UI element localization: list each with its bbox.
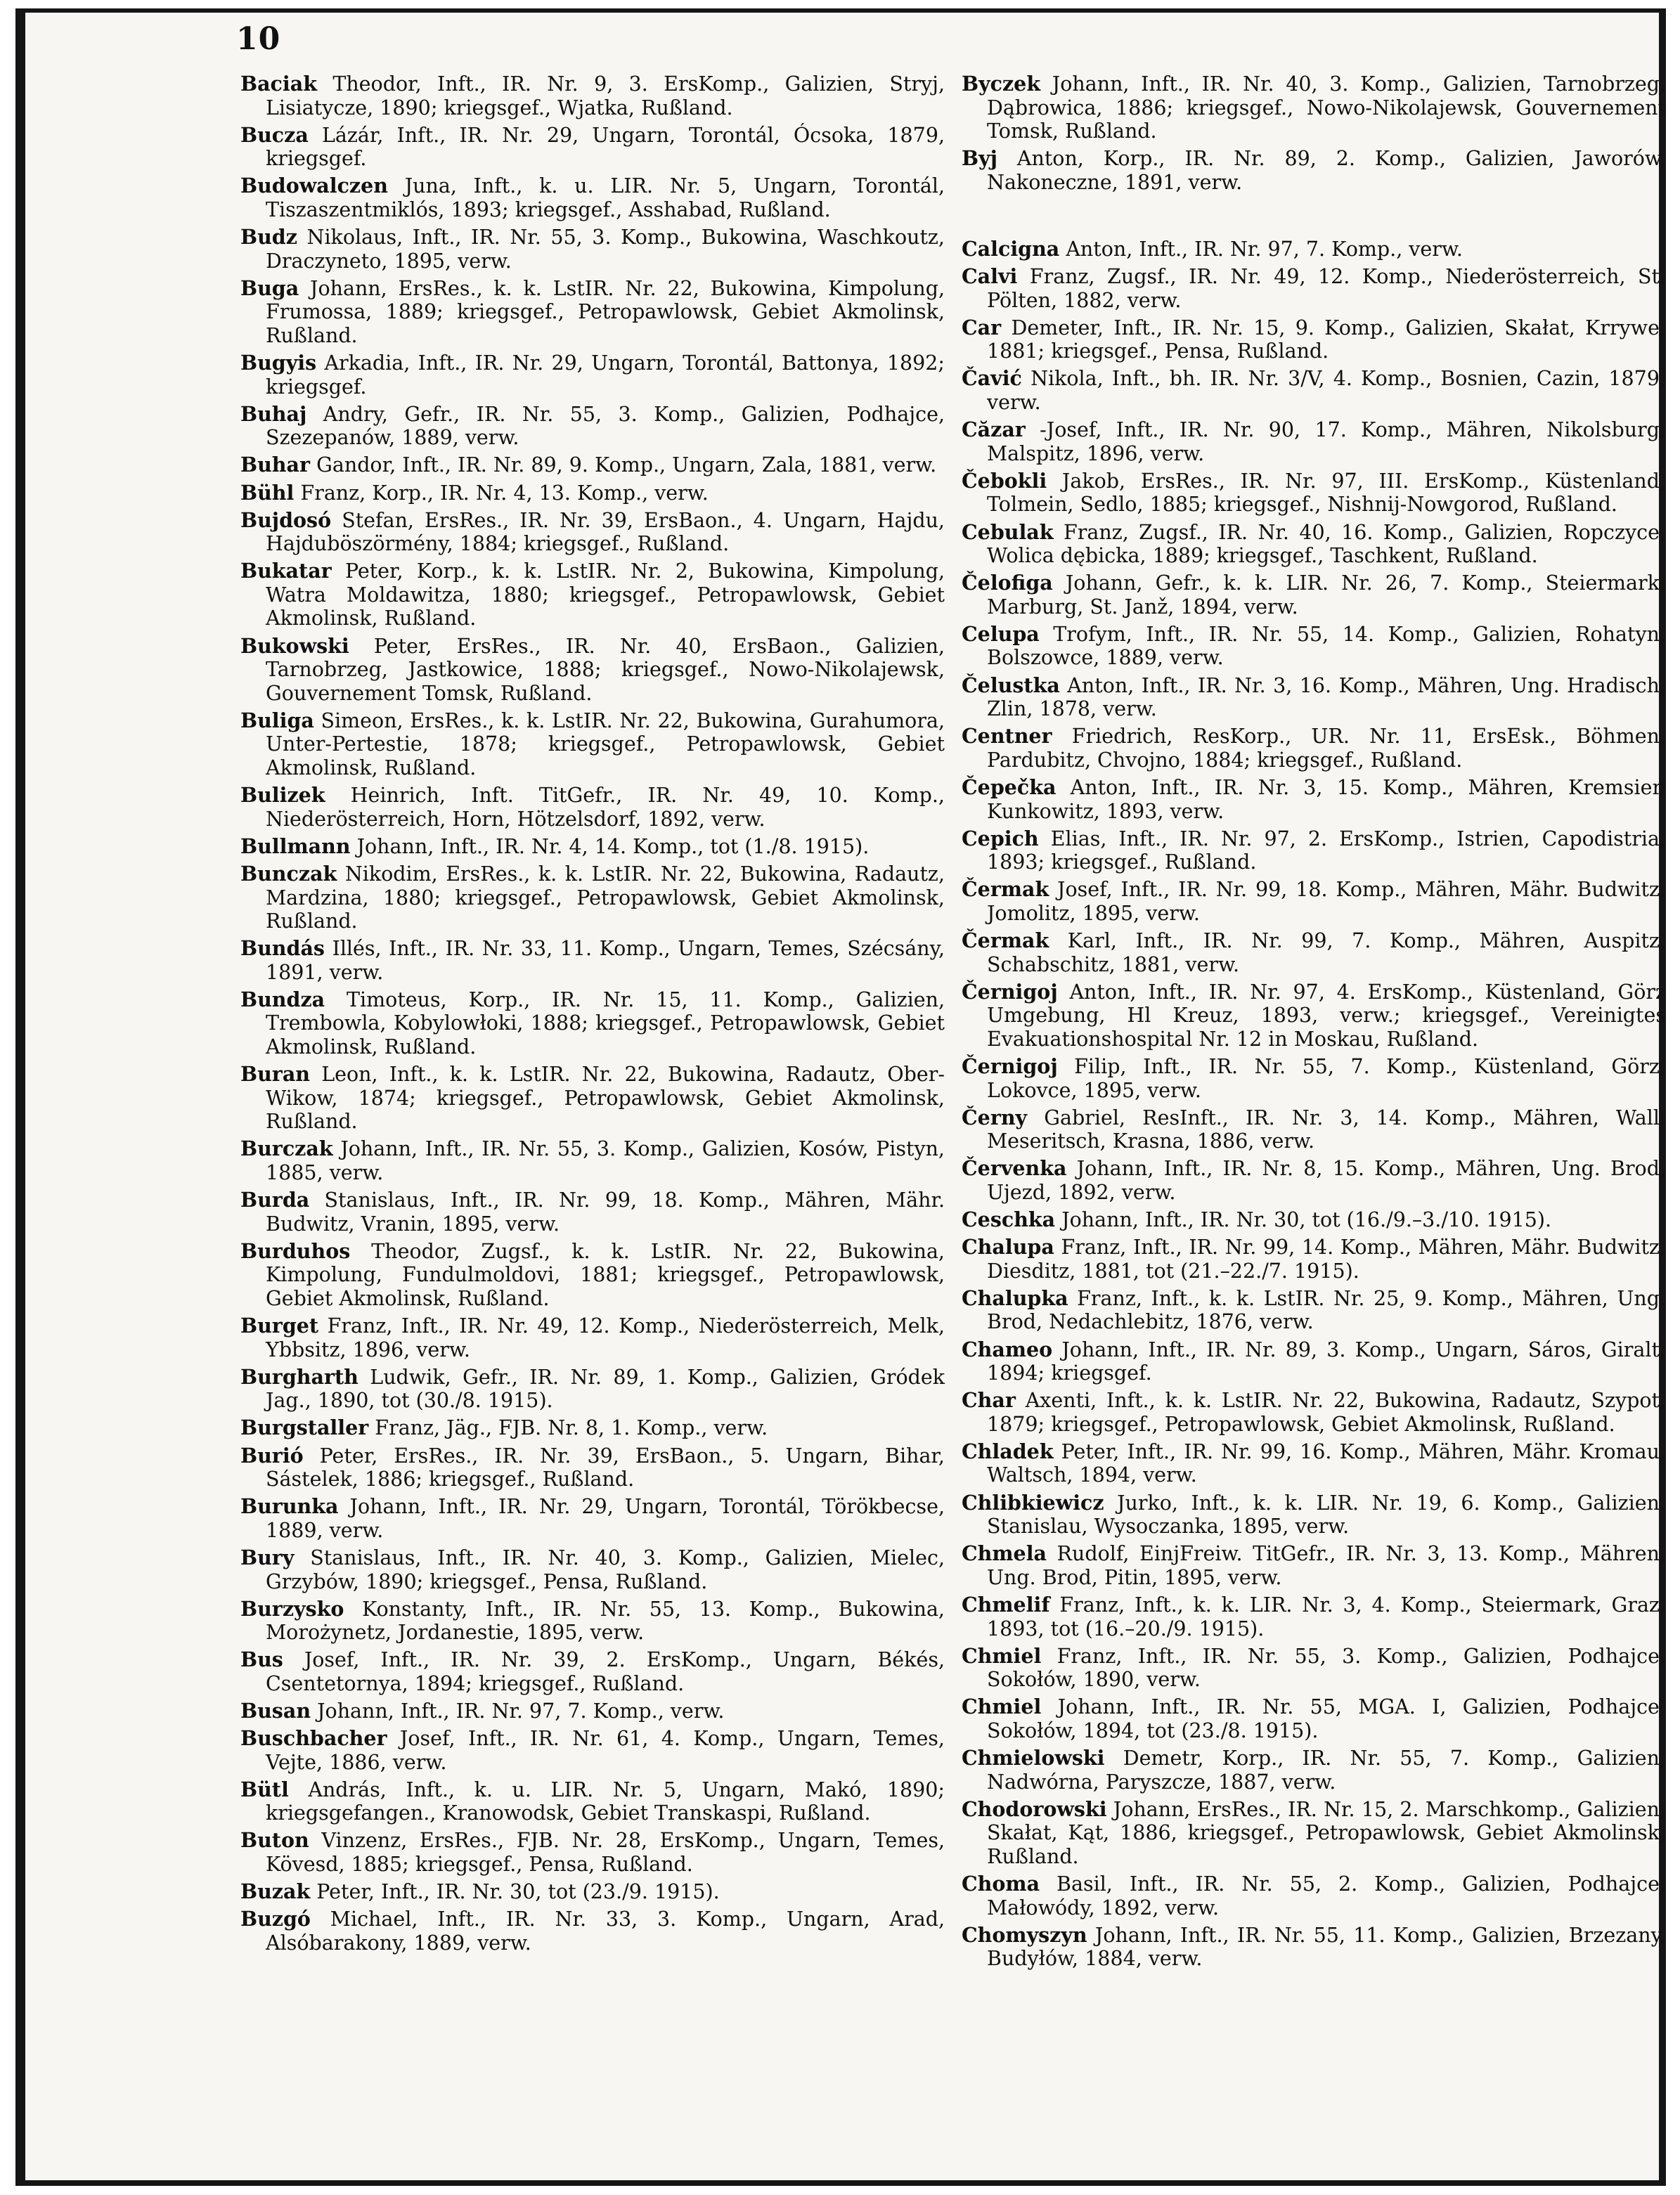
- entry-details: Jurko, Inft., k. k. LIR. Nr. 19, 6. Komp., Galizien, Stanislau, Wysoczanka, 1895, verw.: [987, 1491, 1666, 1539]
- entry-surname: Burget: [240, 1314, 319, 1338]
- entry-surname: Bundás: [240, 936, 325, 961]
- entry-surname: Ceschka: [962, 1207, 1056, 1232]
- entry-details: Lázár, Inft., IR. Nr. 29, Ungarn, Torontál, Ócsoka, 1879, kriegsgef.: [266, 123, 945, 171]
- register-entry: [962, 674, 1666, 721]
- entry-surname: Bukatar: [240, 559, 332, 583]
- entry-details: Franz, Inft., k. k. LstIR. Nr. 25, 9. Komp., Mähren, Ung. Brod, Nedachlebitz, 1876, verw.: [987, 1286, 1666, 1334]
- entry-surname: Buhaj: [240, 401, 307, 426]
- register-entry: [962, 623, 1666, 670]
- entry-details: Stanislaus, Inft., IR. Nr. 99, 18. Komp., Mähren, Mähr. Budwitz, Vranin, 1895, verw.: [266, 1189, 945, 1236]
- entry-details: Trofym, Inft., IR. Nr. 55, 14. Komp., Galizien, Rohatyn, Bolszowce, 1889, verw.: [987, 622, 1666, 670]
- register-entry: [962, 1055, 1666, 1102]
- entry-surname: Bujdosó: [240, 507, 332, 532]
- register-entry: [962, 1645, 1666, 1692]
- register-entry: [240, 1598, 945, 1645]
- entry-details: Vinzenz, ErsRes., FJB. Nr. 28, ErsKomp., Ungarn, Temes, Kövesd, 1885; kriegsgef., Pensa, Rußland.: [266, 1829, 945, 1877]
- register-entry: [962, 1593, 1666, 1640]
- entry-details: Anton, Inft., IR. Nr. 97, 4. ErsKomp., Küstenland, Görz Umgebung, Hl Kreuz, 1893, verw.; kriegsgef., Vereinigtes Evakuationshospital Nr. 12 in Moskau, Rußland.: [987, 980, 1666, 1051]
- entry-surname: Čavić: [962, 366, 1022, 391]
- register-entry: [240, 509, 945, 556]
- entry-surname: Chmiel: [962, 1643, 1042, 1668]
- entry-surname: Char: [962, 1388, 1016, 1413]
- register-entry: [240, 277, 945, 348]
- entry-details: Johann, Inft., IR. Nr. 29, Ungarn, Torontál, Törökbecse, 1889, verw.: [266, 1495, 945, 1542]
- register-entry: [962, 1542, 1666, 1589]
- right-column: [962, 72, 1666, 1974]
- entry-surname: Buschbacher: [240, 1726, 387, 1751]
- entry-details: Franz, Inft., k. k. LIR. Nr. 3, 4. Komp., Steiermark, Graz, 1893, tot (16.–20./9. 1915).: [987, 1593, 1667, 1640]
- entry-surname: Čermak: [962, 877, 1049, 902]
- entry-details: Franz, Korp., IR. Nr. 4, 13. Komp., verw.: [300, 481, 709, 505]
- entry-details: Johann, Inft., IR. Nr. 55, MGA. I, Galizien, Podhajce, Sokołów, 1894, tot (23./8. 1915).: [987, 1695, 1666, 1742]
- entry-details: Gandor, Inft., IR. Nr. 89, 9. Komp., Ungarn, Zala, 1881, verw.: [316, 453, 937, 477]
- entry-surname: Centner: [962, 724, 1052, 749]
- entry-surname: Chalupa: [962, 1235, 1054, 1260]
- entry-surname: Chameo: [962, 1337, 1053, 1361]
- entry-details: Franz, Jäg., FJB. Nr. 8, 1. Komp., verw.: [375, 1416, 768, 1440]
- entry-surname: Bundza: [240, 987, 325, 1011]
- entry-details: Nikodim, ErsRes., k. k. LstIR. Nr. 22, Bukowina, Radautz, Mardzina, 1880; kriegsgef., Petropawlowsk, Gebiet Akmolinsk, Rußland.: [266, 862, 945, 933]
- entry-details: Michael, Inft., IR. Nr. 33, 3. Komp., Ungarn, Arad, Alsóbarakony, 1889, verw.: [266, 1908, 945, 1955]
- entry-surname: Čermak: [962, 928, 1049, 952]
- register-entry: [962, 929, 1666, 976]
- register-entry: [240, 1829, 945, 1876]
- entry-details: Illés, Inft., IR. Nr. 33, 11. Komp., Ungarn, Temes, Szécsány, 1891, verw.: [266, 937, 945, 984]
- register-entry: [240, 1495, 945, 1542]
- entry-surname: Buliga: [240, 708, 314, 732]
- register-entry: [240, 1546, 945, 1593]
- entry-surname: Burduhos: [240, 1238, 351, 1263]
- entry-surname: Černigoj: [962, 1054, 1058, 1078]
- register-entry: [962, 1106, 1666, 1153]
- entry-surname: Černigoj: [962, 979, 1058, 1004]
- entry-surname: Buran: [240, 1062, 311, 1087]
- entry-details: Josef, Inft., IR. Nr. 99, 18. Komp., Mähren, Mähr. Budwitz, Jomolitz, 1895, verw.: [987, 878, 1667, 925]
- register-entry: [962, 1872, 1666, 1919]
- entry-details: Simeon, ErsRes., k. k. LstIR. Nr. 22, Bukowina, Gurahumora, Unter-Pertestie, 1878; kriegsgef., Petropawlowsk, Gebiet Akmolinsk, Rußland.: [266, 708, 945, 780]
- entry-details: Stanislaus, Inft., IR. Nr. 40, 3. Komp., Galizien, Mielec, Grzybów, 1890; kriegsgef., Pensa, Rußland.: [266, 1546, 945, 1593]
- entry-surname: Chodorowski: [962, 1796, 1107, 1821]
- register-entry: [962, 238, 1666, 261]
- entry-details: Leon, Inft., k. k. LstIR. Nr. 22, Bukowina, Radautz, Ober-Wikow, 1874; kriegsgef., Petropawlowsk, Gebiet Akmolinsk, Rußland.: [266, 1063, 945, 1134]
- register-entry: [240, 1416, 945, 1440]
- entry-details: Theodor, Inft., IR. Nr. 9, 3. ErsKomp., Galizien, Stryj, Lisiatycze, 1890; kriegsgef., Wjatka, Rußland.: [266, 72, 945, 119]
- entry-details: Axenti, Inft., k. k. LstIR. Nr. 22, Bukowina, Radautz, Szypot, 1879; kriegsgef., Petropawlowsk, Gebiet Akmolinsk, Rußland.: [987, 1389, 1666, 1436]
- entry-details: Johann, ErsRes., k. k. LstIR. Nr. 22, Bukowina, Kimpolung, Frumossa, 1889; kriegsgef., Petropawlowsk, Gebiet Akmolinsk, Rußland.: [266, 276, 945, 347]
- entry-surname: Bütl: [240, 1777, 289, 1801]
- register-entry: [962, 418, 1666, 465]
- register-entry: [240, 1908, 945, 1955]
- entry-surname: Bullmann: [240, 834, 351, 858]
- register-entry: [962, 1440, 1666, 1487]
- entry-surname: Bugyis: [240, 351, 317, 375]
- entry-surname: Červenka: [962, 1156, 1067, 1181]
- entry-details: Johann, Inft., IR. Nr. 89, 3. Komp., Ungarn, Sáros, Giralt, 1894; kriegsgef.: [987, 1338, 1667, 1385]
- register-entry: [240, 1366, 945, 1413]
- entry-surname: Burunka: [240, 1494, 339, 1519]
- register-entry: [240, 937, 945, 984]
- register-entry: [962, 316, 1666, 363]
- entry-surname: Chmela: [962, 1541, 1047, 1566]
- register-entry: [240, 1444, 945, 1491]
- entry-surname: Baciak: [240, 72, 317, 96]
- entry-surname: Bus: [240, 1647, 283, 1672]
- register-entry: [962, 571, 1666, 619]
- entry-surname: Bury: [240, 1545, 295, 1569]
- entry-details: Basil, Inft., IR. Nr. 55, 2. Komp., Galizien, Podhajce, Małowódy, 1892, verw.: [987, 1872, 1667, 1919]
- entry-surname: Bulizek: [240, 783, 325, 808]
- entry-surname: Burzysko: [240, 1596, 344, 1621]
- register-entry: [240, 559, 945, 630]
- register-entry: [240, 709, 945, 780]
- register-entry: [240, 1699, 945, 1723]
- entry-surname: Cebulak: [962, 519, 1054, 544]
- entry-surname: Čelofiga: [962, 571, 1053, 595]
- register-entry: [240, 351, 945, 399]
- register-entry: [962, 367, 1666, 414]
- entry-details: Timoteus, Korp., IR. Nr. 15, 11. Komp., Galizien, Trembowla, Kobylowłoki, 1888; kriegsgef., Petropawlowsk, Gebiet Akmolinsk, Rußland.: [266, 988, 945, 1059]
- register-entry: [962, 1208, 1666, 1232]
- register-entry: [240, 403, 945, 450]
- entry-surname: Budowalczen: [240, 174, 388, 198]
- entry-details: Jakob, ErsRes., IR. Nr. 97, III. ErsKomp., Küstenland, Tolmein, Sedlo, 1885; kriegsgef., Nishnij-Nowgorod, Rußland.: [987, 469, 1666, 517]
- entry-details: Demeter, Inft., IR. Nr. 15, 9. Komp., Galizien, Skałat, Krrywe, 1881; kriegsgef., Pensa, Rußland.: [987, 316, 1666, 363]
- entry-details: Johann, Inft., IR. Nr. 40, 3. Komp., Galizien, Tarnobrzeg, Dąbrowica, 1886; kriegsgef., Nowo-Nikolajewsk, Gouvernement Tomsk, Rußland.: [987, 72, 1667, 143]
- entry-details: Konstanty, Inft., IR. Nr. 55, 13. Komp., Bukowina, Morożynetz, Jordanestie, 1895, verw.: [266, 1597, 945, 1645]
- register-entry: [240, 1778, 945, 1825]
- entry-details: Josef, Inft., IR. Nr. 61, 4. Komp., Ungarn, Temes, Vejte, 1886, verw.: [266, 1727, 945, 1774]
- register-entry: [240, 1727, 945, 1774]
- entry-surname: Car: [962, 315, 1002, 339]
- entry-surname: Buton: [240, 1828, 309, 1853]
- register-entry: [962, 147, 1666, 194]
- entry-details: Heinrich, Inft. TitGefr., IR. Nr. 49, 10. Komp., Niederösterreich, Horn, Hötzelsdorf, 1892, verw.: [266, 784, 945, 831]
- register-entry: [962, 521, 1666, 568]
- entry-details: Juna, Inft., k. u. LIR. Nr. 5, Ungarn, Torontál, Tiszaszentmiklós, 1893; kriegsgef., Asshabad, Rußland.: [266, 174, 945, 221]
- entry-details: Peter, ErsRes., IR. Nr. 39, ErsBaon., 5. Ungarn, Bihar, Sástelek, 1886; kriegsgef., Rußland.: [266, 1444, 945, 1491]
- entry-surname: Choma: [962, 1871, 1040, 1896]
- register-entry: [240, 1314, 945, 1361]
- entry-surname: Bukowski: [240, 633, 349, 658]
- entry-surname: Celupa: [962, 621, 1040, 646]
- register-entry: [240, 1189, 945, 1236]
- register-entry: [240, 862, 945, 933]
- entry-surname: Budz: [240, 225, 297, 250]
- register-entry: [962, 1157, 1666, 1204]
- entry-details: Theodor, Zugsf., k. k. LstIR. Nr. 22, Bukowina, Kimpolung, Fundulmoldovi, 1881; kriegsgef., Petropawlowsk, Gebiet Akmolinsk, Rußland.: [266, 1239, 945, 1310]
- entry-details: András, Inft., k. u. LIR. Nr. 5, Ungarn, Makó, 1890; kriegsgefangen., Kranowodsk, Gebiet Transkaspi, Rußland.: [266, 1778, 945, 1825]
- entry-surname: Bühl: [240, 480, 295, 505]
- entry-details: Elias, Inft., IR. Nr. 97, 2. ErsKomp., Istrien, Capodistria, 1893; kriegsgef., Rußland.: [987, 827, 1666, 874]
- register-entry: [962, 1338, 1666, 1385]
- register-entry: [240, 174, 945, 221]
- entry-details: Johann, Inft., IR. Nr. 30, tot (16./9.–3./10. 1915).: [1061, 1208, 1552, 1232]
- register-entry: [240, 124, 945, 171]
- entry-surname: Bunczak: [240, 861, 337, 886]
- entry-details: Friedrich, ResKorp., UR. Nr. 11, ErsEsk., Böhmen, Pardubitz, Chvojno, 1884; kriegsgef., Rußland.: [987, 725, 1666, 772]
- register-entry: [240, 1240, 945, 1311]
- entry-details: Franz, Inft., IR. Nr. 99, 14. Komp., Mähren, Mähr. Budwitz, Diesditz, 1881, tot (21.–22./7. 1915).: [987, 1236, 1666, 1283]
- entry-surname: Chomyszyn: [962, 1922, 1087, 1947]
- entry-details: Peter, ErsRes., IR. Nr. 40, ErsBaon., Galizien, Tarnobrzeg, Jastkowice, 1888; kriegsgef., Nowo-Nikolajewsk, Gouvernement Tomsk, Rußland.: [266, 634, 945, 705]
- entry-details: Anton, Inft., IR. Nr. 3, 16. Komp., Mähren, Ung. Hradisch, Zlin, 1878, verw.: [987, 673, 1667, 721]
- register-entry: [962, 1924, 1666, 1971]
- entry-details: Johann, Inft., IR. Nr. 8, 15. Komp., Mähren, Ung. Brod, Ujezd, 1892, verw.: [987, 1157, 1666, 1204]
- register-entry: [962, 1695, 1666, 1742]
- entry-surname: Buhar: [240, 453, 311, 477]
- entry-surname: Burió: [240, 1443, 304, 1468]
- entry-surname: Černy: [962, 1105, 1028, 1129]
- entry-surname: Burda: [240, 1188, 310, 1212]
- register-entry: [240, 784, 945, 831]
- entry-details: Karl, Inft., IR. Nr. 99, 7. Komp., Mähren, Auspitz, Schabschitz, 1881, verw.: [987, 929, 1667, 976]
- entry-details: Andry, Gefr., IR. Nr. 55, 3. Komp., Galizien, Podhajce, Szezepanów, 1889, verw.: [266, 402, 945, 450]
- entry-details: Filip, Inft., IR. Nr. 55, 7. Komp., Küstenland, Görz, Lokovce, 1895, verw.: [987, 1054, 1666, 1102]
- entry-details: Johann, ErsRes., IR. Nr. 15, 2. Marschkomp., Galizien, Skałat, Kąt, 1886, kriegsgef., Petropawlowsk, Gebiet Akmolinsk, Rußland.: [987, 1797, 1666, 1868]
- register-entry: [240, 1648, 945, 1695]
- register-entry: [962, 1798, 1666, 1869]
- entry-details: Stefan, ErsRes., IR. Nr. 39, ErsBaon., 4. Ungarn, Hajdu, Hajduböszörmény, 1884; kriegsgef., Rußland.: [266, 508, 945, 556]
- entry-details: Rudolf, EinjFreiw. TitGefr., IR. Nr. 3, 13. Komp., Mähren, Ung. Brod, Pitin, 1895, verw.: [987, 1542, 1666, 1589]
- entry-details: Franz, Zugsf., IR. Nr. 40, 16. Komp., Galizien, Ropczyce, Wolica dębicka, 1889; kriegsgef., Taschkent, Rußland.: [987, 520, 1666, 568]
- left-column: [240, 72, 945, 1959]
- entry-details: Nikola, Inft., bh. IR. Nr. 3/V, 4. Komp., Bosnien, Cazin, 1879, verw.: [987, 367, 1667, 415]
- entry-surname: Buga: [240, 276, 299, 300]
- entry-surname: Chladek: [962, 1439, 1054, 1463]
- entry-surname: Buzgó: [240, 1907, 311, 1931]
- register-page: [15, 8, 1666, 2186]
- register-entry: [962, 1236, 1666, 1283]
- register-entry: [962, 878, 1666, 925]
- register-entry: [240, 635, 945, 706]
- entry-surname: Calvi: [962, 264, 1018, 289]
- entry-surname: Burgstaller: [240, 1416, 369, 1440]
- entry-surname: Byczek: [962, 72, 1041, 96]
- letter-section-gap: [962, 198, 1666, 238]
- register-entry: [962, 776, 1666, 823]
- register-entry: [240, 1880, 945, 1904]
- entry-details: Arkadia, Inft., IR. Nr. 29, Ungarn, Torontál, Battonya, 1892; kriegsgef.: [266, 351, 945, 399]
- entry-details: Demetr, Korp., IR. Nr. 55, 7. Komp., Galizien, Nadwórna, Paryszcze, 1887, verw.: [987, 1747, 1667, 1794]
- entry-surname: Chmielowski: [962, 1746, 1105, 1770]
- entry-surname: Buzak: [240, 1879, 311, 1904]
- page-number: 10: [236, 21, 281, 57]
- entry-details: Franz, Inft., IR. Nr. 49, 12. Komp., Niederösterreich, Melk, Ybbsitz, 1896, verw.: [266, 1314, 945, 1361]
- register-entry: [962, 1287, 1666, 1334]
- register-entry: [240, 453, 945, 477]
- entry-details: Peter, Korp., k. k. LstIR. Nr. 2, Bukowina, Kimpolung, Watra Moldawitza, 1880; kriegsgef., Petropawlowsk, Gebiet Akmolinsk, Rußland.: [266, 559, 945, 630]
- register-entry: [240, 835, 945, 859]
- entry-details: Franz, Zugsf., IR. Nr. 49, 12. Komp., Niederösterreich, St. Pölten, 1882, verw.: [987, 265, 1667, 312]
- entry-surname: Busan: [240, 1699, 311, 1723]
- register-entry: [240, 72, 945, 119]
- entry-surname: Čelustka: [962, 673, 1060, 697]
- entry-details: Johann, Inft., IR. Nr. 97, 7. Komp., verw.: [317, 1699, 725, 1723]
- entry-details: -Josef, Inft., IR. Nr. 90, 17. Komp., Mähren, Nikolsburg, Malspitz, 1896, verw.: [987, 418, 1667, 465]
- register-entry: [962, 1747, 1666, 1794]
- register-entry: [962, 827, 1666, 874]
- entry-details: Johann, Inft., IR. Nr. 55, 11. Komp., Galizien, Brzezany, Budyłów, 1884, verw.: [987, 1923, 1666, 1971]
- register-entry: [962, 1389, 1666, 1436]
- entry-surname: Burgharth: [240, 1364, 358, 1389]
- register-entry: [240, 1137, 945, 1184]
- entry-surname: Čepečka: [962, 775, 1057, 799]
- entry-details: Gabriel, ResInft., IR. Nr. 3, 14. Komp., Mähren, Wall. Meseritsch, Krasna, 1886, verw.: [987, 1106, 1667, 1153]
- register-entry: [962, 980, 1666, 1051]
- entry-details: Johann, Inft., IR. Nr. 4, 14. Komp., tot (1./8. 1915).: [356, 834, 870, 858]
- entry-surname: Byj: [962, 146, 997, 171]
- register-entry: [962, 72, 1666, 143]
- entry-surname: Căzar: [962, 417, 1026, 442]
- entry-details: Anton, Inft., IR. Nr. 3, 15. Komp., Mähren, Kremsier, Kunkowitz, 1893, verw.: [987, 775, 1666, 823]
- entry-surname: Calcigna: [962, 236, 1060, 261]
- entry-surname: Chmelif: [962, 1592, 1050, 1617]
- entry-details: Peter, Inft., IR. Nr. 99, 16. Komp., Mähren, Mähr. Kromau, Waltsch, 1894, verw.: [987, 1439, 1667, 1487]
- entry-surname: Chmiel: [962, 1695, 1042, 1719]
- register-entry: [962, 725, 1666, 772]
- entry-details: Franz, Inft., IR. Nr. 55, 3. Komp., Galizien, Podhajce, Sokołów, 1890, verw.: [987, 1644, 1666, 1692]
- entry-details: Johann, Gefr., k. k. LIR. Nr. 26, 7. Komp., Steiermark, Marburg, St. Janž, 1894, verw.: [987, 571, 1666, 619]
- register-entry: [962, 1491, 1666, 1539]
- entry-details: Anton, Inft., IR. Nr. 97, 7. Komp., verw.: [1066, 237, 1463, 261]
- entry-surname: Cepich: [962, 826, 1039, 850]
- register-entry: [962, 470, 1666, 517]
- register-entry: [962, 265, 1666, 312]
- register-entry: [240, 1063, 945, 1134]
- entry-surname: Bucza: [240, 122, 309, 147]
- entry-surname: Čebokli: [962, 468, 1047, 493]
- entry-details: Ludwik, Gefr., IR. Nr. 89, 1. Komp., Galizien, Gródek Jag., 1890, tot (30./8. 1915).: [266, 1365, 945, 1413]
- entry-details: Josef, Inft., IR. Nr. 39, 2. ErsKomp., Ungarn, Békés, Csentetornya, 1894; kriegsgef., Rußland.: [266, 1648, 945, 1695]
- register-entry: [240, 226, 945, 273]
- entry-details: Johann, Inft., IR. Nr. 55, 3. Komp., Galizien, Kosów, Pistyn, 1885, verw.: [266, 1137, 945, 1185]
- entry-details: Peter, Inft., IR. Nr. 30, tot (23./9. 1915).: [316, 1880, 720, 1904]
- entry-details: Anton, Korp., IR. Nr. 89, 2. Komp., Galizien, Jaworów, Nakoneczne, 1891, verw.: [987, 147, 1667, 194]
- entry-surname: Chalupka: [962, 1286, 1068, 1310]
- register-entry: [240, 988, 945, 1059]
- entry-surname: Chlibkiewicz: [962, 1490, 1104, 1515]
- entry-details: Nikolaus, Inft., IR. Nr. 55, 3. Komp., Bukowina, Waschkoutz, Draczyneto, 1895, verw.: [266, 226, 945, 273]
- register-entry: [240, 481, 945, 505]
- entry-surname: Burczak: [240, 1137, 333, 1161]
